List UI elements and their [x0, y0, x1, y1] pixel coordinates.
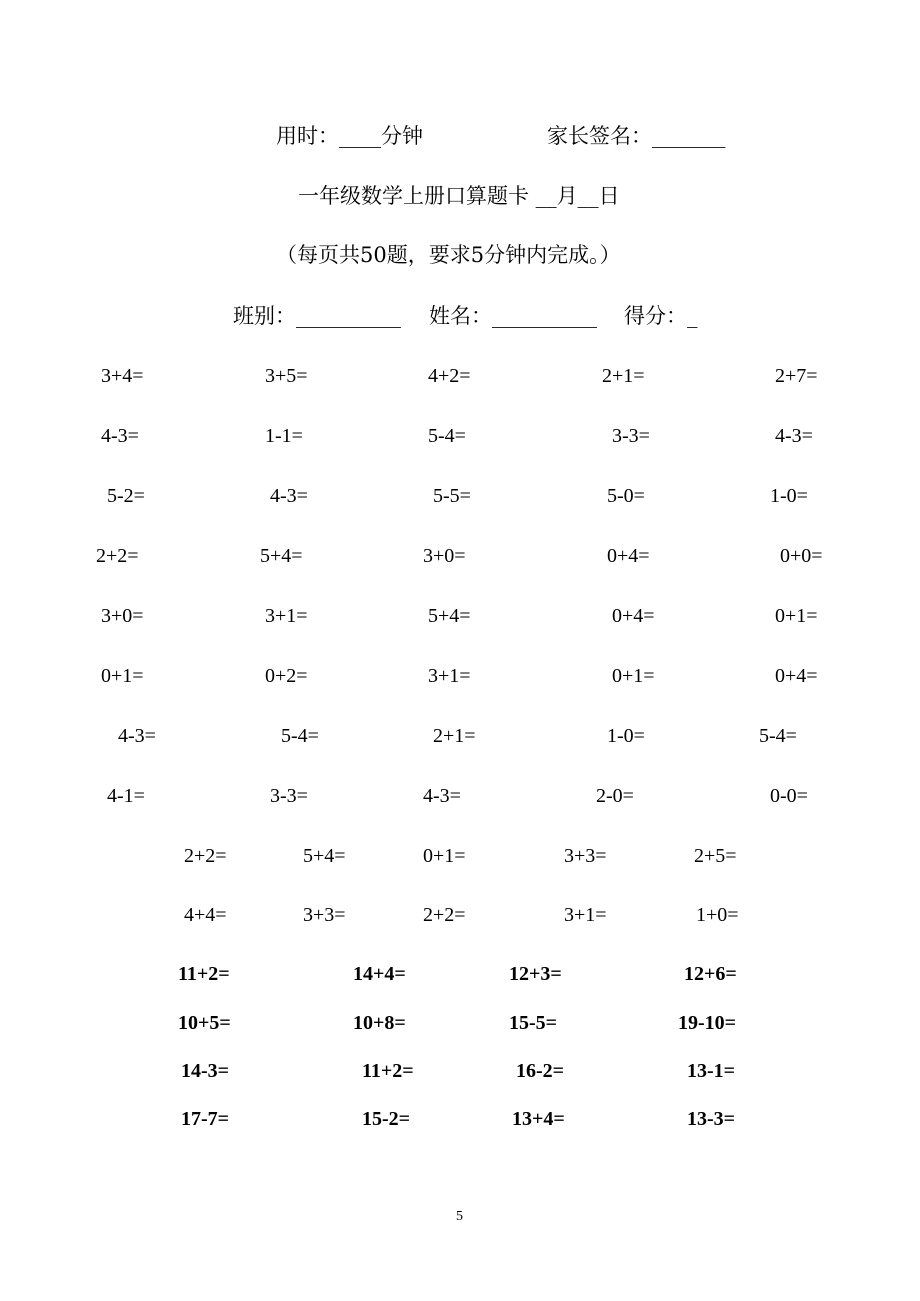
problem: 5-5=	[433, 485, 471, 507]
problem: 3+1=	[265, 605, 308, 627]
problem: 1-1=	[265, 425, 303, 447]
class-label: 班别：__________	[233, 304, 401, 328]
problem: 5-2=	[107, 485, 145, 507]
problem: 0+1=	[775, 605, 818, 627]
problem: 19-10=	[678, 1012, 737, 1034]
problem: 2+1=	[433, 725, 476, 747]
problem: 15-5=	[509, 1012, 558, 1034]
instructions: （每页共50题，要求5分钟内完成。）	[276, 243, 621, 267]
problem: 3+3=	[564, 845, 607, 867]
problem: 3+3=	[303, 904, 346, 926]
problem: 5-4=	[759, 725, 797, 747]
problem: 3+0=	[423, 545, 466, 567]
page-title: 一年级数学上册口算题卡 __月__日	[298, 184, 620, 208]
problem: 2+5=	[694, 845, 737, 867]
page-number: 5	[456, 1209, 463, 1224]
problem: 1-0=	[770, 485, 808, 507]
problem: 3+1=	[564, 904, 607, 926]
problem: 4-3=	[423, 785, 461, 807]
problem: 3-3=	[612, 425, 650, 447]
problem: 12+6=	[684, 963, 737, 985]
problem: 11+2=	[178, 963, 230, 985]
problem: 2+2=	[184, 845, 227, 867]
problem: 4-1=	[107, 785, 145, 807]
problem: 3+5=	[265, 365, 308, 387]
problem: 0+4=	[775, 665, 818, 687]
problem: 4-3=	[270, 485, 308, 507]
problem: 0+1=	[423, 845, 466, 867]
problem: 14-3=	[181, 1060, 230, 1082]
problem: 16-2=	[516, 1060, 565, 1082]
problem: 4-3=	[101, 425, 139, 447]
problem: 0+4=	[607, 545, 650, 567]
problem: 2+7=	[775, 365, 818, 387]
problem: 5+4=	[303, 845, 346, 867]
problem: 0-0=	[770, 785, 808, 807]
problem: 15-2=	[362, 1108, 411, 1130]
problem: 11+2=	[362, 1060, 414, 1082]
problem: 2+2=	[423, 904, 466, 926]
problem: 1-0=	[607, 725, 645, 747]
problem: 5-4=	[281, 725, 319, 747]
problem: 0+1=	[612, 665, 655, 687]
problem: 0+4=	[612, 605, 655, 627]
problem: 5-0=	[607, 485, 645, 507]
problem: 4-3=	[118, 725, 156, 747]
problem: 4-3=	[775, 425, 813, 447]
name-label: 姓名：__________	[429, 304, 597, 328]
problem: 0+0=	[780, 545, 823, 567]
problem: 2-0=	[596, 785, 634, 807]
problem: 3-3=	[270, 785, 308, 807]
problem: 13+4=	[512, 1108, 565, 1130]
problem: 3+1=	[428, 665, 471, 687]
problem: 10+5=	[178, 1012, 231, 1034]
problem: 1+0=	[696, 904, 739, 926]
problem: 2+2=	[96, 545, 139, 567]
problem: 3+4=	[101, 365, 144, 387]
time-label: 用时：____分钟	[276, 124, 423, 148]
problem: 5-4=	[428, 425, 466, 447]
problem: 5+4=	[260, 545, 303, 567]
problem: 12+3=	[509, 963, 562, 985]
problem: 5+4=	[428, 605, 471, 627]
problem: 2+1=	[602, 365, 645, 387]
problem: 0+1=	[101, 665, 144, 687]
problem: 4+2=	[428, 365, 471, 387]
problem: 17-7=	[181, 1108, 230, 1130]
problem: 10+8=	[353, 1012, 406, 1034]
score-label: 得分：_	[624, 304, 698, 328]
parent-signature-label: 家长签名：_______	[547, 124, 726, 148]
problem: 13-1=	[687, 1060, 736, 1082]
problem: 4+4=	[184, 904, 227, 926]
problem: 14+4=	[353, 963, 406, 985]
problem: 3+0=	[101, 605, 144, 627]
problem: 0+2=	[265, 665, 308, 687]
problem: 13-3=	[687, 1108, 736, 1130]
